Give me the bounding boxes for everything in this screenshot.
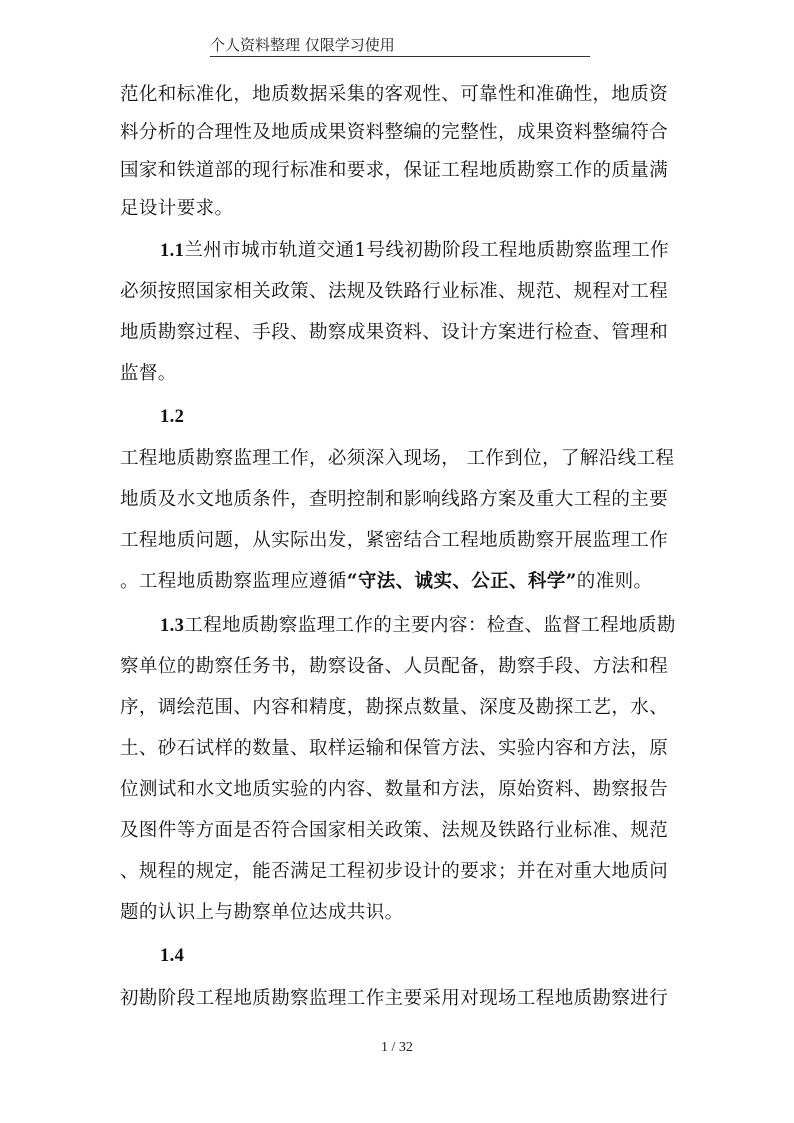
text-line: 位测试和水文地质实验的内容、数量和方法，原始资料、勘察报告 (120, 779, 669, 800)
text-span: 兰州市城市轨道交通1号线初勘阶段工程地质勘察监理工作 (184, 240, 670, 261)
text-line: 察单位的勘察任务书，勘察设备、人员配备，勘察手段、方法和程 (120, 656, 669, 677)
paragraph-1-3-first-line (160, 613, 720, 639)
section-number: 1.4 (160, 946, 185, 966)
text-line: 及图件等方面是否符合国家相关政策、法规及铁路行业标准、规范 (120, 820, 669, 841)
text-line: 初勘阶段工程地质勘察监理工作主要采用对现场工程地质勘察进行 (120, 988, 669, 1009)
text-line: 地质勘察过程、手段、勘察成果资料、设计方案进行检查、管理和 (120, 322, 669, 343)
text-line: 题的认识上与勘察单位达成共识。 (120, 902, 404, 923)
section-number: 1.2 (160, 407, 185, 427)
text-line: 工程地质问题，从实际出发，紧密结合工程地质勘察开展监理工作 (120, 530, 669, 551)
text-line: 国家和铁道部的现行标准和要求，保证工程地质勘察工作的质量满 (120, 160, 669, 181)
page-header (210, 34, 590, 56)
section-heading (160, 943, 720, 969)
text-line: 土、砂石试样的数量、取样运输和保管方法、实验内容和方法，原 (120, 738, 669, 759)
text-span: 的准则。 (576, 571, 653, 592)
section-number: 1.3 (160, 616, 185, 636)
text-line: 必须按照国家相关政策、法规及铁路行业标准、规范、规程对工程 (120, 281, 669, 302)
text-line: 足设计要求。 (120, 198, 234, 219)
header-text: 个人资料整理 仅限学习使用 (210, 36, 395, 54)
section-number: 1.1 (160, 241, 185, 261)
text-line (120, 569, 680, 595)
page-number: 1 / 32 (381, 1040, 413, 1055)
text-line: 监督。 (120, 363, 177, 384)
header-rule (210, 56, 590, 57)
text-line: 、规程的规定，能否满足工程初步设计的要求；并在对重大地质问 (120, 861, 669, 882)
text-span: 。工程地质勘察监理应遵循 (120, 571, 347, 592)
text-line: 工程地质勘察监理工作，必须深入现场， 工作到位，了解沿线工程 (120, 448, 675, 469)
text-line: 地质及水文地质条件，查明控制和影响线路方案及重大工程的主要 (120, 489, 669, 510)
emphasis-text: “守法、诚实、公正、科学” (346, 571, 577, 592)
section-heading (160, 404, 720, 430)
text-span: 工程地质勘察监理工作的主要内容：检查、监督工程地质勘 (184, 615, 676, 636)
paragraph-1-1-first-line (160, 238, 720, 264)
text-line: 序，调绘范围、内容和精度，勘探点数量、深度及勘探工艺，水、 (120, 697, 669, 718)
text-line: 范化和标准化，地质数据采集的客观性、可靠性和准确性，地质资 (120, 84, 669, 105)
text-line: 料分析的合理性及地质成果资料整编的完整性，成果资料整编符合 (120, 122, 669, 143)
